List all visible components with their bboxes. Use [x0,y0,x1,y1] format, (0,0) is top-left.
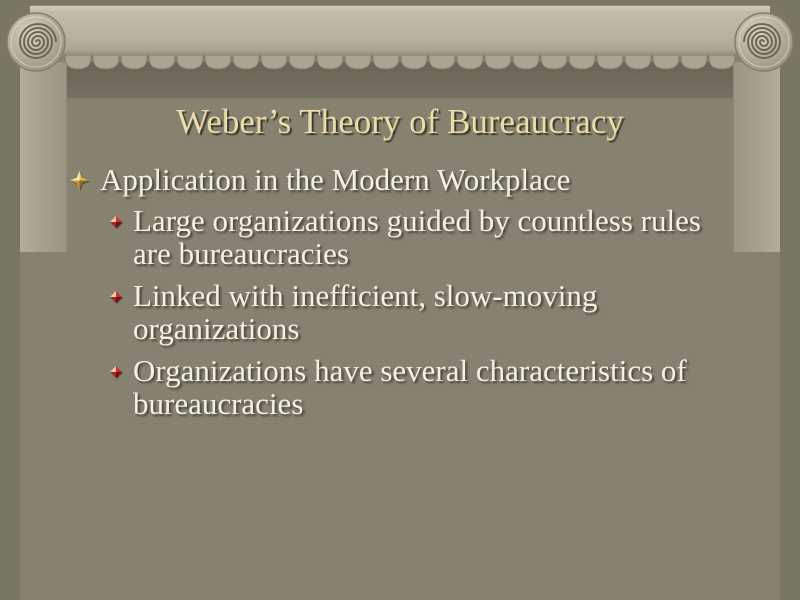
dentil-molding [64,55,736,71]
sub-bullet-text: Organizations have several characteristics of bureaucracies [133,353,687,421]
bullet-item [0,163,730,196]
volute-left-icon [5,11,67,73]
red-diamond-bullet-icon [110,291,122,303]
sub-bullet-item [133,354,723,420]
slide-body [0,163,800,420]
red-diamond-bullet-icon [110,366,122,378]
red-diamond-bullet-icon [110,216,122,228]
capital-band [30,5,770,56]
sub-bullet-text: Linked with inefficient, slow-moving organizations [133,278,598,346]
sub-bullet-item [133,204,723,270]
sub-bullet-item [133,279,723,345]
gold-diamond-bullet-icon [70,171,89,190]
slide-title: Weber’s Theory of Bureaucracy [176,102,624,141]
volute-right-icon [733,11,795,73]
sub-bullet-text: Large organizations guided by countless rules are bureaucracies [133,203,701,271]
bullet-text: Application in the Modern Workplace [100,162,571,197]
